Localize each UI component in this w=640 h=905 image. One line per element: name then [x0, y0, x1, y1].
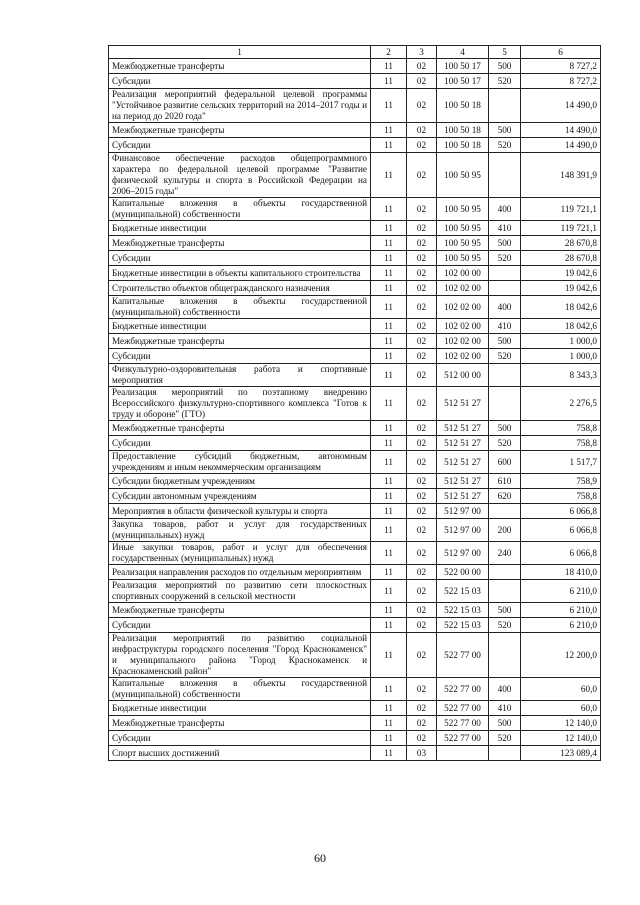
row-expense-type-cell: 600 [489, 451, 521, 474]
row-section-cell: 11 [371, 138, 407, 153]
row-section-cell: 11 [371, 334, 407, 349]
row-subsection-cell: 02 [407, 334, 437, 349]
row-section-cell: 11 [371, 504, 407, 519]
row-amount-cell: 6 066,8 [521, 504, 601, 519]
row-target-article-cell: 512 97 00 [437, 542, 489, 565]
row-subsection-cell: 02 [407, 451, 437, 474]
row-expense-type-cell: 520 [489, 74, 521, 89]
row-section-cell: 11 [371, 221, 407, 236]
table-row [109, 153, 601, 198]
row-section-cell: 11 [371, 701, 407, 716]
row-name-cell: Закупка товаров, работ и услуг для государственных (муниципальных) нужд [109, 519, 371, 542]
row-expense-type-cell: 520 [489, 349, 521, 364]
row-name-cell: Субсидии [109, 731, 371, 746]
row-amount-cell: 19 042,6 [521, 281, 601, 296]
row-name-cell: Субсидии [109, 251, 371, 266]
table-row [109, 474, 601, 489]
row-section-cell: 11 [371, 349, 407, 364]
row-name-cell: Предоставление субсидий бюджетным, автономным учреждениям и иным некоммерческим организациям [109, 451, 371, 474]
row-section-cell: 11 [371, 236, 407, 251]
row-subsection-cell: 02 [407, 74, 437, 89]
row-target-article-cell: 100 50 95 [437, 198, 489, 221]
table-row [109, 542, 601, 565]
row-expense-type-cell: 400 [489, 678, 521, 701]
row-expense-type-cell: 520 [489, 138, 521, 153]
row-section-cell: 11 [371, 319, 407, 334]
row-section-cell: 11 [371, 251, 407, 266]
row-expense-type-cell [489, 633, 521, 678]
table-row [109, 281, 601, 296]
row-section-cell: 11 [371, 153, 407, 198]
row-section-cell: 11 [371, 542, 407, 565]
table-row [109, 716, 601, 731]
row-name-cell: Межбюджетные трансферты [109, 236, 371, 251]
row-target-article-cell: 100 50 18 [437, 123, 489, 138]
budget-table [108, 45, 601, 761]
row-section-cell: 11 [371, 451, 407, 474]
table-row [109, 198, 601, 221]
row-subsection-cell: 02 [407, 221, 437, 236]
row-subsection-cell: 02 [407, 387, 437, 421]
row-amount-cell: 119 721,1 [521, 221, 601, 236]
row-expense-type-cell: 520 [489, 618, 521, 633]
page-number: 60 [314, 851, 326, 865]
row-subsection-cell: 02 [407, 580, 437, 603]
table-row [109, 251, 601, 266]
row-target-article-cell: 102 02 00 [437, 349, 489, 364]
row-name-cell: Финансовое обеспечение расходов общепрограммного характера по федеральной целевой программе "Развитие физической культуры и спорта в Российской Федерации на 2006–2015 годы" [109, 153, 371, 198]
row-name-cell: Межбюджетные трансферты [109, 123, 371, 138]
row-section-cell: 11 [371, 198, 407, 221]
row-expense-type-cell: 410 [489, 319, 521, 334]
row-name-cell: Бюджетные инвестиции [109, 701, 371, 716]
header-cell-2: 2 [371, 46, 407, 59]
table-row [109, 451, 601, 474]
row-amount-cell: 148 391,9 [521, 153, 601, 198]
header-cell-1: 1 [109, 46, 371, 59]
row-expense-type-cell: 620 [489, 489, 521, 504]
row-section-cell: 11 [371, 678, 407, 701]
row-amount-cell: 1 000,0 [521, 334, 601, 349]
row-amount-cell: 123 089,4 [521, 746, 601, 761]
row-section-cell: 11 [371, 565, 407, 580]
row-name-cell: Реализация мероприятий по развитию социальной инфраструктуры городского поселения "Город Краснокаменск" и муниципального района "Город Краснокаменск и Краснокаменский район" [109, 633, 371, 678]
table-row [109, 701, 601, 716]
row-target-article-cell: 102 02 00 [437, 296, 489, 319]
row-subsection-cell: 02 [407, 349, 437, 364]
row-expense-type-cell [489, 565, 521, 580]
row-subsection-cell: 02 [407, 519, 437, 542]
row-target-article-cell: 512 97 00 [437, 504, 489, 519]
row-subsection-cell: 02 [407, 701, 437, 716]
row-name-cell: Физкультурно-оздоровительная работа и спортивные мероприятия [109, 364, 371, 387]
row-expense-type-cell: 200 [489, 519, 521, 542]
row-expense-type-cell [489, 387, 521, 421]
row-expense-type-cell [489, 266, 521, 281]
row-expense-type-cell: 610 [489, 474, 521, 489]
row-subsection-cell: 02 [407, 319, 437, 334]
table-row [109, 236, 601, 251]
row-expense-type-cell [489, 746, 521, 761]
row-amount-cell: 19 042,6 [521, 266, 601, 281]
row-section-cell: 11 [371, 436, 407, 451]
row-target-article-cell: 100 50 18 [437, 89, 489, 123]
row-section-cell: 11 [371, 89, 407, 123]
row-subsection-cell: 02 [407, 474, 437, 489]
row-amount-cell: 758,9 [521, 474, 601, 489]
row-target-article-cell: 522 15 03 [437, 603, 489, 618]
row-name-cell: Строительство объектов общегражданского назначения [109, 281, 371, 296]
row-subsection-cell: 02 [407, 364, 437, 387]
table-row [109, 319, 601, 334]
row-target-article-cell: 512 51 27 [437, 474, 489, 489]
row-section-cell: 11 [371, 731, 407, 746]
row-subsection-cell: 03 [407, 746, 437, 761]
table-row [109, 266, 601, 281]
table-row [109, 349, 601, 364]
row-target-article-cell: 100 50 95 [437, 221, 489, 236]
row-amount-cell: 12 140,0 [521, 731, 601, 746]
row-target-article-cell: 522 77 00 [437, 678, 489, 701]
row-section-cell: 11 [371, 59, 407, 74]
row-amount-cell: 119 721,1 [521, 198, 601, 221]
table-row [109, 74, 601, 89]
row-amount-cell: 60,0 [521, 678, 601, 701]
row-expense-type-cell: 500 [489, 59, 521, 74]
row-target-article-cell: 522 00 00 [437, 565, 489, 580]
row-amount-cell: 758,8 [521, 489, 601, 504]
row-expense-type-cell: 520 [489, 731, 521, 746]
row-expense-type-cell: 520 [489, 251, 521, 266]
row-amount-cell: 6 210,0 [521, 618, 601, 633]
row-subsection-cell: 02 [407, 138, 437, 153]
row-name-cell: Субсидии [109, 349, 371, 364]
row-section-cell: 11 [371, 519, 407, 542]
table-row [109, 364, 601, 387]
row-subsection-cell: 02 [407, 281, 437, 296]
row-name-cell: Капитальные вложения в объекты государственной (муниципальной) собственности [109, 198, 371, 221]
row-target-article-cell: 100 50 17 [437, 74, 489, 89]
table-row [109, 387, 601, 421]
row-amount-cell: 6 210,0 [521, 580, 601, 603]
row-amount-cell: 6 066,8 [521, 542, 601, 565]
row-target-article-cell: 512 51 27 [437, 421, 489, 436]
row-expense-type-cell: 410 [489, 221, 521, 236]
header-cell-4: 4 [437, 46, 489, 59]
row-expense-type-cell [489, 364, 521, 387]
row-amount-cell: 1 517,7 [521, 451, 601, 474]
row-target-article-cell: 102 02 00 [437, 334, 489, 349]
row-name-cell: Реализация направления расходов по отдельным мероприятиям [109, 565, 371, 580]
row-expense-type-cell: 500 [489, 334, 521, 349]
table-row [109, 334, 601, 349]
row-target-article-cell: 100 50 95 [437, 153, 489, 198]
table-row [109, 731, 601, 746]
row-section-cell: 11 [371, 74, 407, 89]
row-amount-cell: 2 276,5 [521, 387, 601, 421]
row-amount-cell: 6 210,0 [521, 603, 601, 618]
row-section-cell: 11 [371, 296, 407, 319]
row-amount-cell: 1 000,0 [521, 349, 601, 364]
row-expense-type-cell [489, 153, 521, 198]
row-target-article-cell: 100 50 95 [437, 251, 489, 266]
row-amount-cell: 28 670,8 [521, 236, 601, 251]
row-section-cell: 11 [371, 474, 407, 489]
row-section-cell: 11 [371, 123, 407, 138]
row-target-article-cell: 100 50 18 [437, 138, 489, 153]
row-amount-cell: 14 490,0 [521, 89, 601, 123]
header-row [109, 46, 601, 59]
row-name-cell: Реализация мероприятий по развитию сети плоскостных спортивных сооружений в сельской местности [109, 580, 371, 603]
row-target-article-cell: 512 00 00 [437, 364, 489, 387]
row-expense-type-cell [489, 281, 521, 296]
row-section-cell: 11 [371, 489, 407, 504]
row-amount-cell: 758,8 [521, 436, 601, 451]
row-name-cell: Капитальные вложения в объекты государственной (муниципальной) собственности [109, 296, 371, 319]
table-row [109, 565, 601, 580]
row-target-article-cell: 100 50 95 [437, 236, 489, 251]
row-target-article-cell: 102 02 00 [437, 319, 489, 334]
row-subsection-cell: 02 [407, 603, 437, 618]
row-amount-cell: 60,0 [521, 701, 601, 716]
budget-table-body [109, 46, 601, 761]
row-target-article-cell: 102 02 00 [437, 281, 489, 296]
row-name-cell: Бюджетные инвестиции [109, 221, 371, 236]
row-target-article-cell: 512 97 00 [437, 519, 489, 542]
table-row [109, 436, 601, 451]
row-expense-type-cell: 500 [489, 236, 521, 251]
row-amount-cell: 28 670,8 [521, 251, 601, 266]
row-subsection-cell: 02 [407, 421, 437, 436]
row-subsection-cell: 02 [407, 59, 437, 74]
row-name-cell: Бюджетные инвестиции в объекты капитального строительства [109, 266, 371, 281]
row-subsection-cell: 02 [407, 89, 437, 123]
row-subsection-cell: 02 [407, 153, 437, 198]
row-subsection-cell: 02 [407, 198, 437, 221]
row-target-article-cell: 512 51 27 [437, 436, 489, 451]
header-cell-3: 3 [407, 46, 437, 59]
row-target-article-cell: 512 51 27 [437, 489, 489, 504]
table-row [109, 59, 601, 74]
row-subsection-cell: 02 [407, 633, 437, 678]
header-cell-5: 5 [489, 46, 521, 59]
table-row [109, 519, 601, 542]
row-section-cell: 11 [371, 746, 407, 761]
row-name-cell: Межбюджетные трансферты [109, 334, 371, 349]
row-name-cell: Межбюджетные трансферты [109, 59, 371, 74]
table-row [109, 746, 601, 761]
row-subsection-cell: 02 [407, 716, 437, 731]
row-name-cell: Бюджетные инвестиции [109, 319, 371, 334]
row-subsection-cell: 02 [407, 504, 437, 519]
row-section-cell: 11 [371, 364, 407, 387]
row-name-cell: Субсидии [109, 74, 371, 89]
row-target-article-cell: 522 15 03 [437, 580, 489, 603]
row-expense-type-cell: 520 [489, 436, 521, 451]
row-amount-cell: 18 042,6 [521, 296, 601, 319]
row-expense-type-cell: 500 [489, 123, 521, 138]
row-subsection-cell: 02 [407, 296, 437, 319]
row-subsection-cell: 02 [407, 542, 437, 565]
row-subsection-cell: 02 [407, 565, 437, 580]
row-name-cell: Субсидии бюджетным учреждениям [109, 474, 371, 489]
header-cell-6: 6 [521, 46, 601, 59]
row-subsection-cell: 02 [407, 678, 437, 701]
row-expense-type-cell [489, 580, 521, 603]
row-target-article-cell: 512 51 27 [437, 387, 489, 421]
row-expense-type-cell: 400 [489, 198, 521, 221]
row-subsection-cell: 02 [407, 436, 437, 451]
row-name-cell: Субсидии [109, 138, 371, 153]
row-amount-cell: 758,8 [521, 421, 601, 436]
row-target-article-cell: 522 77 00 [437, 731, 489, 746]
table-row [109, 633, 601, 678]
row-target-article-cell: 512 51 27 [437, 451, 489, 474]
row-name-cell: Реализация мероприятий федеральной целевой программы "Устойчивое развитие сельских территорий на 2014–2017 годы и на период до 2020 года" [109, 89, 371, 123]
table-row [109, 296, 601, 319]
row-section-cell: 11 [371, 603, 407, 618]
table-row [109, 89, 601, 123]
table-row [109, 421, 601, 436]
row-subsection-cell: 02 [407, 266, 437, 281]
row-amount-cell: 18 042,6 [521, 319, 601, 334]
row-name-cell: Спорт высших достижений [109, 746, 371, 761]
table-row [109, 504, 601, 519]
row-amount-cell: 8 343,3 [521, 364, 601, 387]
row-name-cell: Межбюджетные трансферты [109, 421, 371, 436]
row-section-cell: 11 [371, 580, 407, 603]
row-name-cell: Субсидии [109, 618, 371, 633]
row-name-cell: Межбюджетные трансферты [109, 716, 371, 731]
row-expense-type-cell: 500 [489, 603, 521, 618]
row-target-article-cell: 522 77 00 [437, 701, 489, 716]
row-subsection-cell: 02 [407, 618, 437, 633]
table-row [109, 618, 601, 633]
table-row [109, 580, 601, 603]
row-name-cell: Иные закупки товаров, работ и услуг для обеспечения государственных (муниципальных) нужд [109, 542, 371, 565]
row-section-cell: 11 [371, 421, 407, 436]
row-subsection-cell: 02 [407, 251, 437, 266]
row-section-cell: 11 [371, 716, 407, 731]
row-name-cell: Субсидии [109, 436, 371, 451]
row-expense-type-cell: 240 [489, 542, 521, 565]
table-row [109, 123, 601, 138]
row-amount-cell: 8 727,2 [521, 74, 601, 89]
table-row [109, 678, 601, 701]
row-expense-type-cell: 500 [489, 716, 521, 731]
row-name-cell: Мероприятия в области физической культуры и спорта [109, 504, 371, 519]
row-section-cell: 11 [371, 633, 407, 678]
row-section-cell: 11 [371, 266, 407, 281]
row-target-article-cell: 522 77 00 [437, 633, 489, 678]
table-row [109, 603, 601, 618]
row-subsection-cell: 02 [407, 123, 437, 138]
row-amount-cell: 12 140,0 [521, 716, 601, 731]
table-row [109, 138, 601, 153]
table-row [109, 221, 601, 236]
row-name-cell: Субсидии автономным учреждениям [109, 489, 371, 504]
row-expense-type-cell: 410 [489, 701, 521, 716]
row-name-cell: Реализация мероприятий по поэтапному внедрению Всероссийского физкультурно-спортивного комплекса "Готов к труду и обороне" (ГТО) [109, 387, 371, 421]
row-amount-cell: 14 490,0 [521, 123, 601, 138]
row-subsection-cell: 02 [407, 236, 437, 251]
row-name-cell: Капитальные вложения в объекты государственной (муниципальной) собственности [109, 678, 371, 701]
table-row [109, 489, 601, 504]
row-amount-cell: 18 410,0 [521, 565, 601, 580]
row-target-article-cell: 100 50 17 [437, 59, 489, 74]
row-expense-type-cell [489, 504, 521, 519]
row-section-cell: 11 [371, 618, 407, 633]
row-expense-type-cell: 500 [489, 421, 521, 436]
row-amount-cell: 12 200,0 [521, 633, 601, 678]
row-expense-type-cell [489, 89, 521, 123]
row-subsection-cell: 02 [407, 489, 437, 504]
row-target-article-cell: 522 15 03 [437, 618, 489, 633]
row-section-cell: 11 [371, 281, 407, 296]
row-target-article-cell: 522 77 00 [437, 716, 489, 731]
row-target-article-cell [437, 746, 489, 761]
row-subsection-cell: 02 [407, 731, 437, 746]
row-target-article-cell: 102 00 00 [437, 266, 489, 281]
row-amount-cell: 14 490,0 [521, 138, 601, 153]
row-name-cell: Межбюджетные трансферты [109, 603, 371, 618]
row-amount-cell: 6 066,8 [521, 519, 601, 542]
row-section-cell: 11 [371, 387, 407, 421]
row-expense-type-cell: 400 [489, 296, 521, 319]
row-amount-cell: 8 727,2 [521, 59, 601, 74]
